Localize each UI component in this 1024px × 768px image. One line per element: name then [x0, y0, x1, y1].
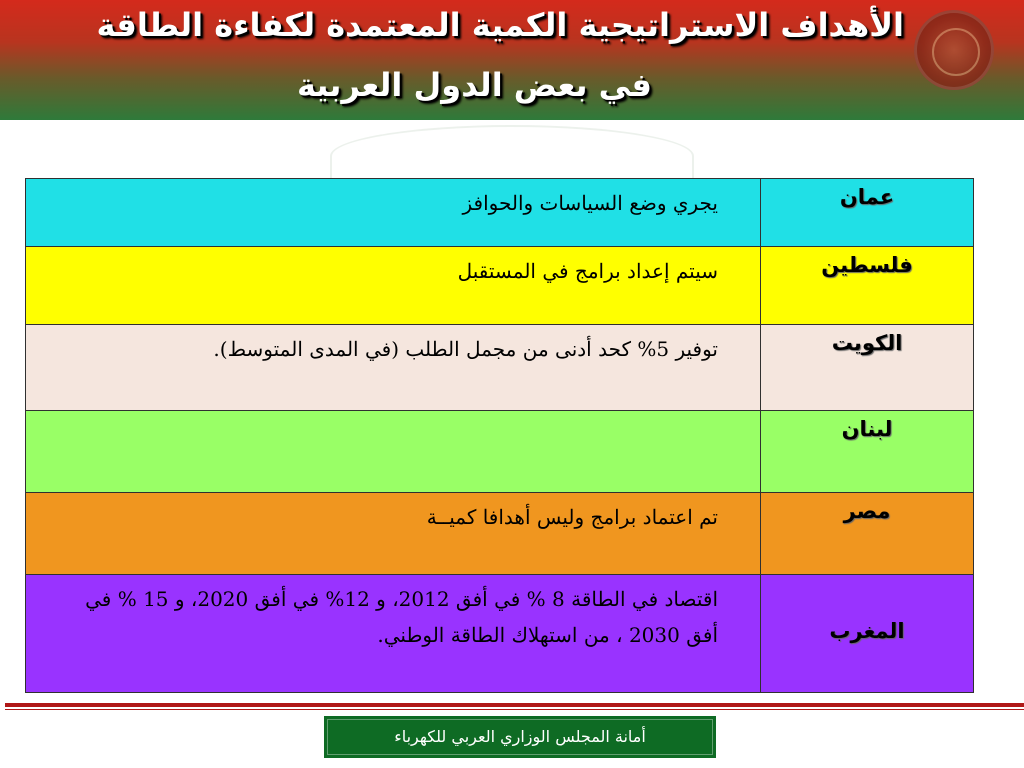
- table-row: [26, 179, 974, 247]
- country-cell: لبنان: [761, 411, 974, 493]
- divider-line-thin: [5, 709, 1024, 710]
- target-cell: سيتم إعداد برامج في المستقبل: [26, 247, 761, 325]
- target-cell: توفير 5% كحد أدنى من مجمل الطلب (في المدى المتوسط).: [26, 325, 761, 411]
- table-row: [26, 247, 974, 325]
- league-emblem-icon: [914, 10, 994, 90]
- table-row: [26, 575, 974, 693]
- target-cell: يجري وضع السياسات والحوافز: [26, 179, 761, 247]
- target-cell: تم اعتماد برامج وليس أهدافا كميــة: [26, 493, 761, 575]
- table-row: [26, 325, 974, 411]
- title-banner: [0, 0, 1024, 120]
- targets-table: [25, 178, 974, 693]
- country-cell: الكويت: [761, 325, 974, 411]
- page-title-line2: في بعض الدول العربية: [296, 66, 652, 104]
- page-title-line1: الأهداف الاستراتيجية الكمية المعتمدة لكفاءة الطاقة: [96, 6, 904, 44]
- country-cell: المغرب: [761, 575, 974, 693]
- divider-line: [5, 703, 1024, 707]
- country-cell: فلسطين: [761, 247, 974, 325]
- table-row: [26, 493, 974, 575]
- country-cell: عمان: [761, 179, 974, 247]
- country-cell: مصر: [761, 493, 974, 575]
- table-row: [26, 411, 974, 493]
- target-cell: [26, 411, 761, 493]
- footer-banner: أمانة المجلس الوزاري العربي للكهرباء: [324, 716, 716, 758]
- target-cell: اقتصاد في الطاقة 8 % في أفق 2012، و 12% في أفق 2020، و 15 % في أفق 2030 ، من استهلاك الطاقة الوطني.: [26, 575, 761, 693]
